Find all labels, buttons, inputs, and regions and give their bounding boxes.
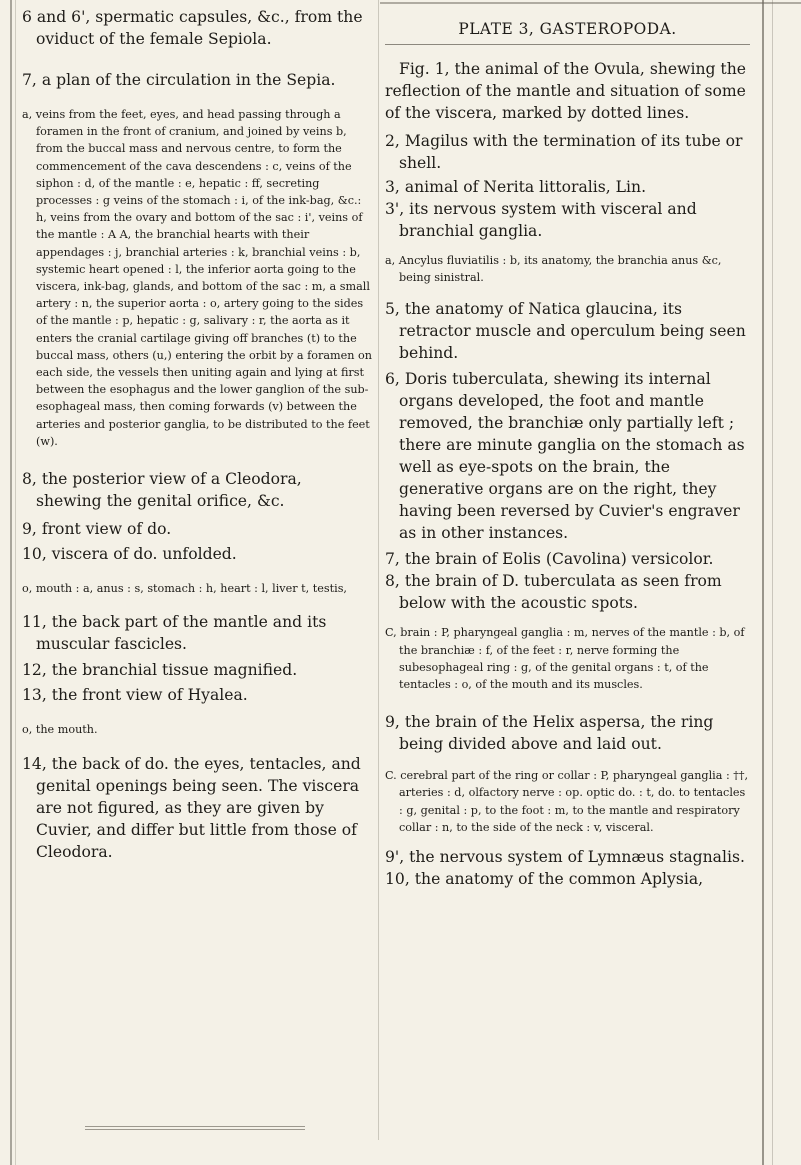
right-item-9b: 9', the nervous system of Lymnæus stagnalis. (385, 848, 745, 867)
right-item-2: 2, Magilus with the termination of its tube or shell. (385, 132, 743, 172)
right-note-8: C, brain : P, pharyngeal ganglia : m, nerves of the mantle : b, of the branchiæ : f, of the feet : r, nerve forming the subesophageal ring : g, of the genital organs : t, of the tentacles : o, of the mouth and its muscles. (385, 626, 745, 692)
column-divider (378, 0, 379, 1140)
right-column-body (385, 58, 750, 889)
right-item-3: 3, animal of Nerita littoralis, Lin. (385, 178, 647, 196)
left-item-7: 7, a plan of the circulation in the Sepia. (22, 71, 336, 89)
left-item-13: 13, the front view of Hyalea. (22, 686, 248, 705)
left-column (22, 0, 372, 862)
page-edge-right (762, 0, 764, 1165)
left-note-13: o, the mouth. (22, 723, 98, 737)
right-item-6: 6, Doris tuberculata, shewing its internal organs developed, the foot and mantle removed, the branchiæ only partially left ; there are minute ganglia on the stomach as well as eye-spots on the brain, the generative organs are on the right, they having been reversed by Cuvier's engraver as in other instances. (385, 370, 745, 543)
right-item-7: 7, the brain of Eolis (Cavolina) versicolor. (385, 550, 714, 569)
plate-header: PLATE 3, GASTEROPODA. (458, 20, 677, 38)
left-note-10: o, mouth : a, anus : s, stomach : h, heart : l, liver t, testis, (22, 582, 347, 596)
bottom-rule (85, 1126, 305, 1127)
right-note-3: a, Ancylus fluviatilis : b, its anatomy, the branchia anus &c, being sinistral. (385, 254, 722, 285)
right-item-9: 9, the brain of the Helix aspersa, the ring being divided above and laid out. (385, 713, 714, 754)
right-fig-1: Fig. 1, the animal of the Ovula, shewing the reflection of the mantle and situation of some of the viscera, marked by dotted lines. (385, 60, 746, 122)
page-edge-right-inner (772, 0, 773, 1165)
left-item-11: 11, the back part of the mantle and its muscular fascicles. (22, 613, 327, 654)
page-edge-left (10, 0, 12, 1165)
left-item-9: 9, front view of do. (22, 520, 172, 539)
left-item-6: 6 and 6', spermatic capsules, &c., from the oviduct of the female Sepiola. (22, 8, 363, 48)
top-edge-line (380, 2, 801, 4)
left-item-10: 10, viscera of do. unfolded. (22, 545, 237, 564)
right-item-10: 10, the anatomy of the common Aplysia, (385, 870, 704, 889)
page-edge-left-inner (15, 0, 16, 1165)
right-item-3b: 3', its nervous system with visceral and branchial ganglia. (385, 200, 697, 240)
left-item-14: 14, the back of do. the eyes, tentacles, and genital openings being seen. The viscera are not figured, as they are given by Cuvier, and differ but little from those of Cleodora. (22, 755, 361, 862)
bottom-rule-double (85, 1129, 305, 1130)
right-item-5: 5, the anatomy of Natica glaucina, its retractor muscle and operculum being seen behind. (385, 300, 746, 363)
left-item-12: 12, the branchial tissue magnified. (22, 661, 298, 680)
header-rule (385, 44, 750, 45)
right-note-9: C. cerebral part of the ring or collar : P, pharyngeal ganglia : ††, arteries : d, olfactory nerve : op. optic do. : t, do. to tentacles : g, genital : p, to the foot : m, to the mantle and respiratory collar : n, to the side of the neck : v, visceral. (385, 769, 749, 834)
right-item-8: 8, the brain of D. tuberculata as seen from below with the acoustic spots. (385, 572, 722, 613)
left-item-8: 8, the posterior view of a Cleodora, shewing the genital orifice, &c. (22, 470, 302, 511)
left-note-7: a, veins from the feet, eyes, and head passing through a foramen in the front of cranium, and joined by veins b, from the buccal mass and nervous centre, to form the commencement of the cava descendens : c, veins of the siphon : d, of the mantle : e, hepatic : ff, secreting processes : g veins of the stomach : i, of the ink-bag, &c.: h, veins from the ovary and bottom of the sac : i', veins of the mantle : A A, the branchial hearts with their appendages : j, branchial arteries : k, branchial veins : b, systemic heart opened : l, the inferior aorta going to the viscera, ink-bag, glands, and bottom of the sac : m, a small artery : n, the superior aorta : o, artery going to the sides of the mantle : p, hepatic : g, salivary : r, the aorta as it enters the cranial cartilage giving off branches (t) to the buccal mass, others (u,) entering the orbit by a foramen on each side, the vessels then uniting again and lying at first between the esophagus and the lower ganglion of the sub-esophageal mass, then coming forwards (v) between the arteries and posterior ganglia, to be distributed to the feet (w). (22, 108, 372, 448)
